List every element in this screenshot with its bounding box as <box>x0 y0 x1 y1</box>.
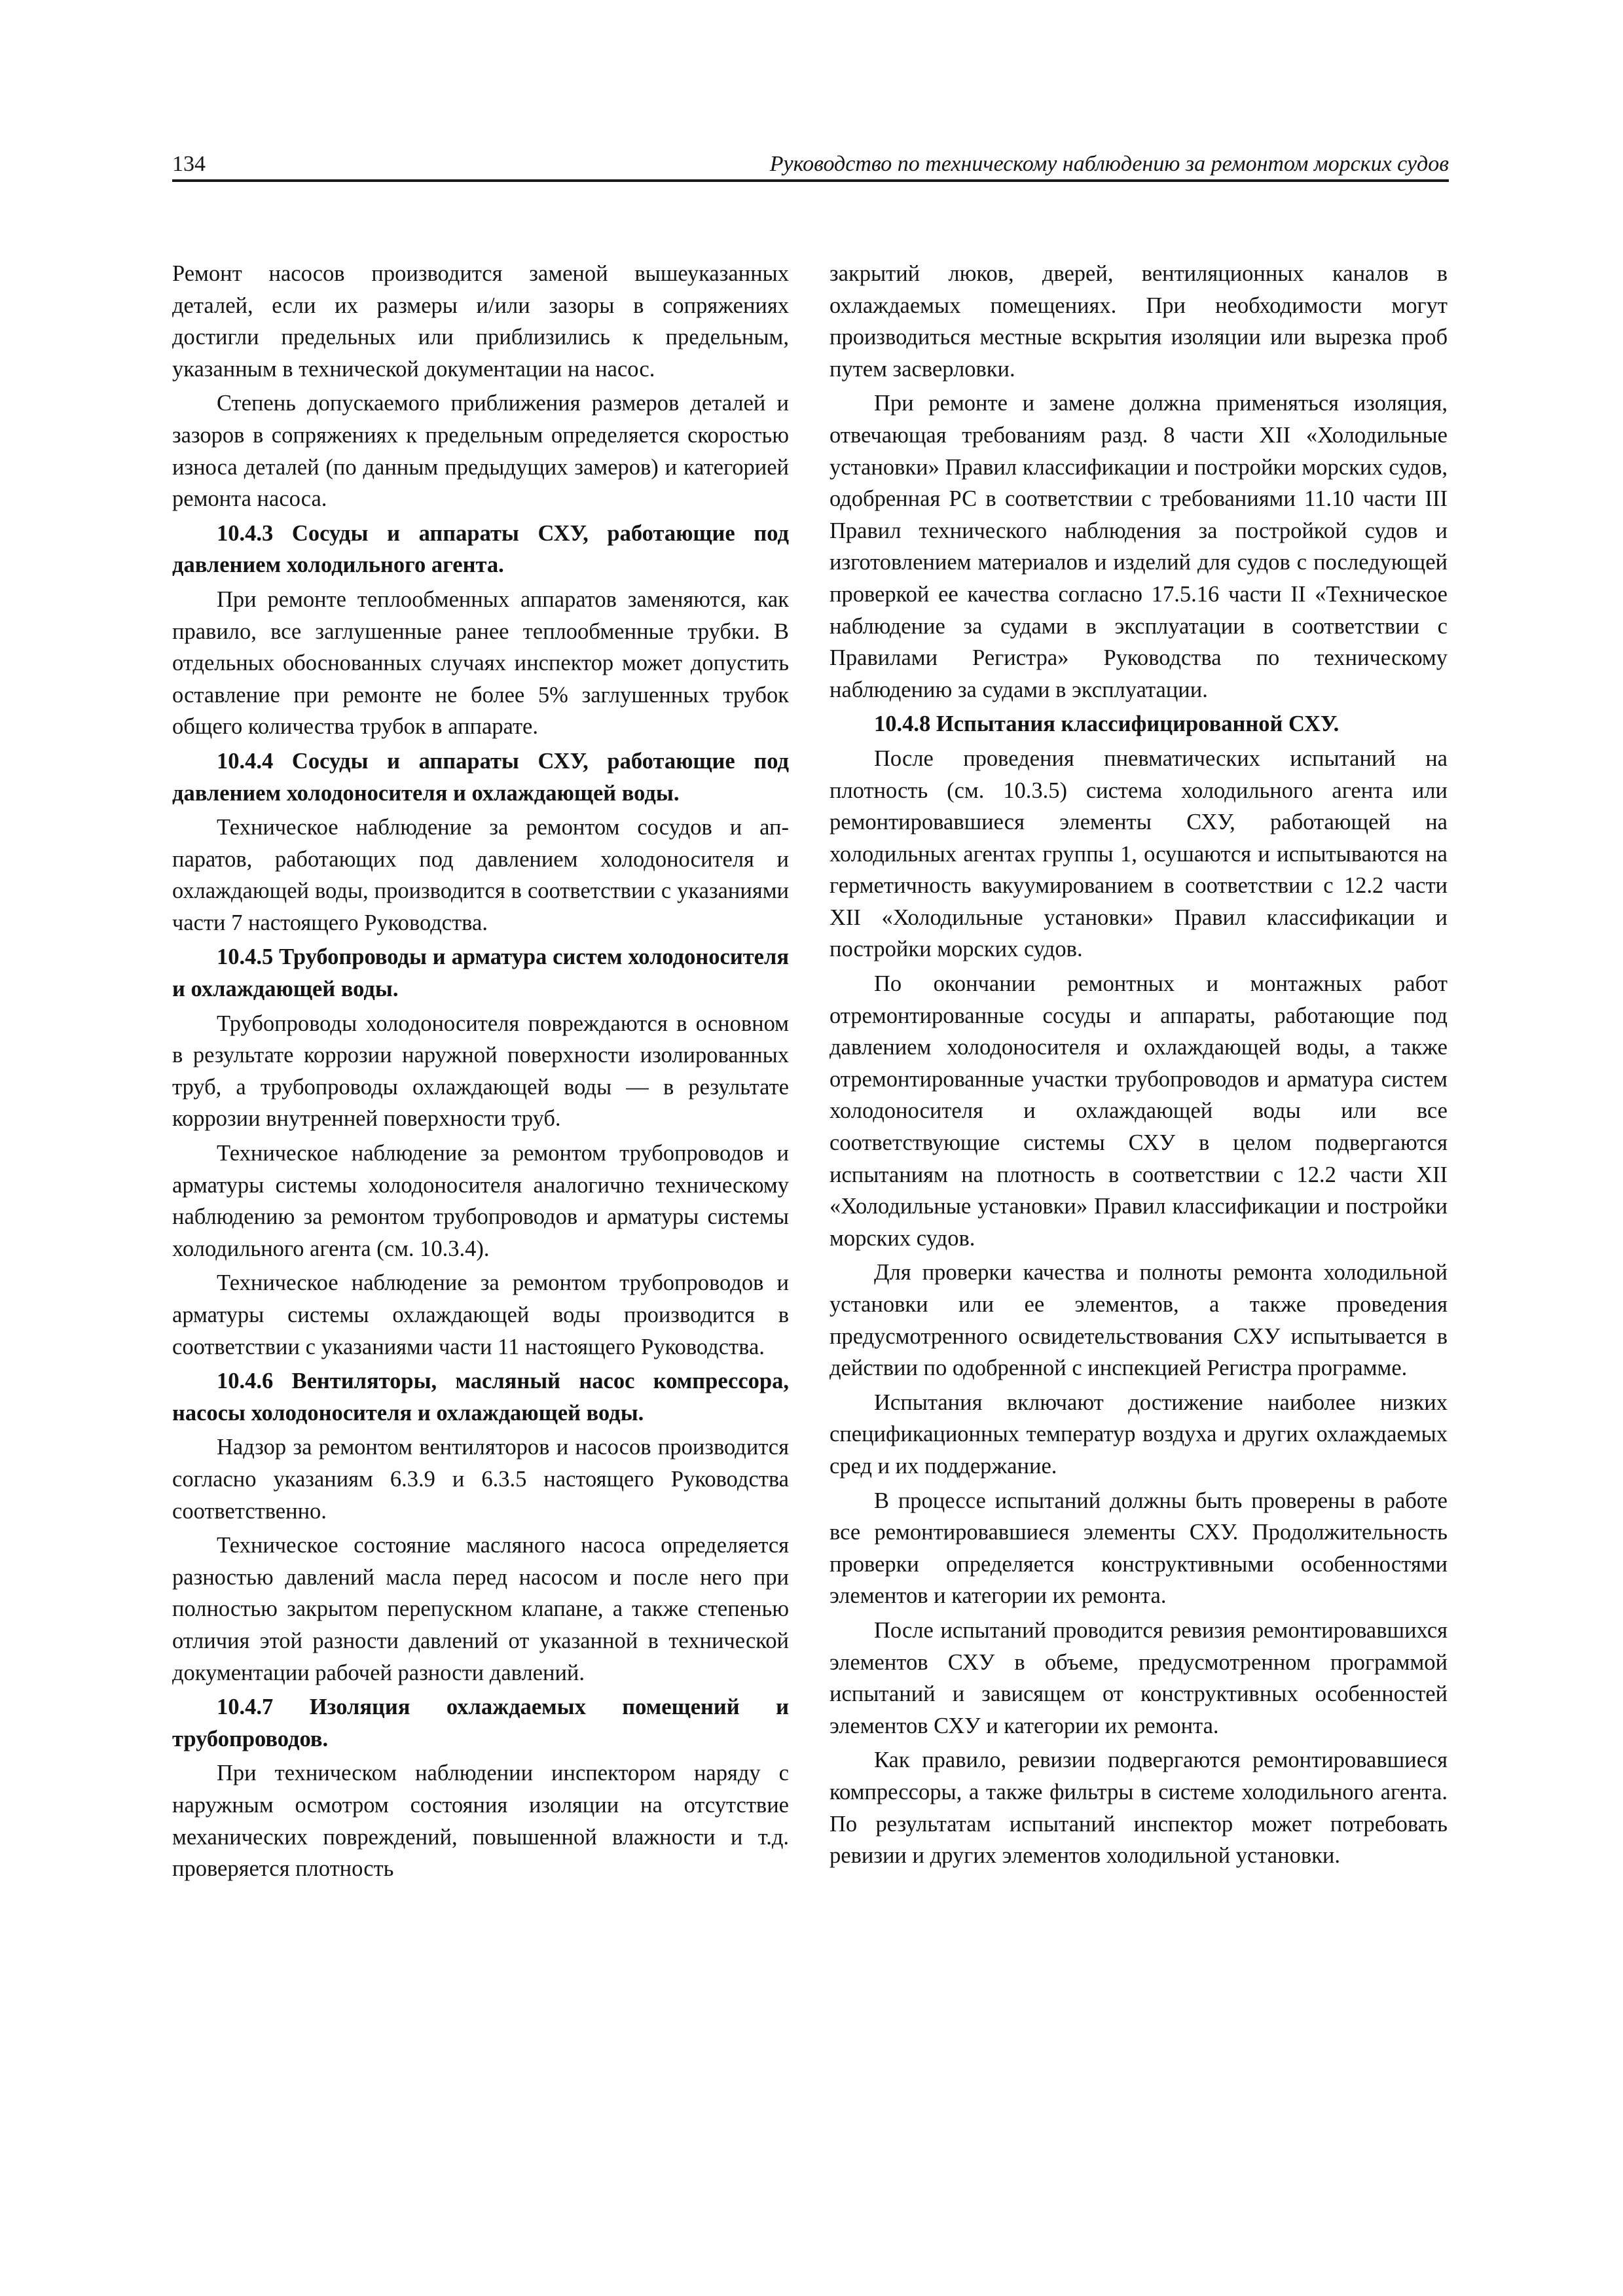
paragraph: После испытаний проводится ревизия ремонтировавшихся элементов СХУ в объеме, предусмотренном программой испытаний и зависящем от конструктивных особенностей элементов СХУ и категории их ремонта. <box>830 1617 1448 1738</box>
left-column <box>172 258 789 1888</box>
paragraph: закрытий люков, дверей, вентиляционных каналов в охлаждаемых помещениях. При необходимости могут производиться местные вскрытия изоляции или вырезка проб путем засверловки. <box>830 261 1448 382</box>
paragraph: В процессе испытаний должны быть проверены в работе все ремонтировавшиеся элементы СХУ. Продолжительность проверки определяется конструктивными особенностями элементов и категории их ремонта. <box>830 1488 1448 1609</box>
paragraph: Как правило, ревизии подвергаются ремонтировавшиеся компрессоры, а также фильтры в системе холодильного агента. По результатам испытаний инспектор может потребовать ревизии и других элементов холодильной установки. <box>830 1748 1448 1869</box>
section-heading: 10.4.5 Трубопроводы и арматура систем холодоносителя и охлаждающей воды. <box>172 944 789 1002</box>
page-header <box>172 143 1449 182</box>
paragraph: Испытания включают достижение наиболее низких спецификационных температур воздуха и других охлаждаемых сред и их поддержание. <box>830 1390 1448 1479</box>
section-heading: 10.4.8 Испытания классифицированной СХУ. <box>874 711 1340 737</box>
paragraph: Техническое наблюдение за ремонтом трубопроводов и арматуры системы холодоносителя аналогично техническому наблюдению за ремонтом трубопроводов и арматуры системы холодильного агента (см. 10.3.4). <box>172 1141 789 1261</box>
paragraph: При ремонте и замене должна применяться изоляция, отвечающая требованиям разд. 8 части XII «Холодильные установки» Правил классификации и постройки морских судов, одобренная РС в соответствии с требованиями 11.10 части III Правил технического наблюдения за постройкой судов и изготовлением материалов и изделий для судов с последующей проверкой ее качества согласно 17.5.16 части II «Техническое наблюдение за судами в эксплуатации в соответствии с Правилами Регистра» Руководства по техническому наблюдению за судами в эксплуатации. <box>830 391 1448 702</box>
paragraph: После проведения пневматических испытаний на плотность (см. 10.3.5) система холодильного агента или ремонтировавшиеся элементы СХУ, работающей на холодильных агентах группы 1, осушаются и испытываются на герметичность вакуумированием в соответствии с 12.2 части XII «Холодильные установки» Правил классификации и постройки морских судов. <box>830 745 1448 962</box>
section-heading: 10.4.4 Сосуды и аппараты СХУ, работающие под давлением холодоносителя и охлаждающей воды. <box>172 748 789 806</box>
paragraph: Надзор за ремонтом вентиляторов и насосов производится согласно указаниям 6.3.9 и 6.3.5 настоящего Руководства соответственно. <box>172 1435 789 1524</box>
section-heading: 10.4.7 Изоляция охлаждаемых помещений и трубопроводов. <box>172 1695 789 1751</box>
paragraph: Трубопроводы холодоносителя повреждаются в основном в результате коррозии наружной поверхности изолированных труб, а трубопроводы охлаждающей воды — в результате коррозии внутренней поверхности труб. <box>172 1011 789 1132</box>
section-heading: 10.4.3 Сосуды и аппараты СХУ, работающие под давлением холодильного агента. <box>172 520 789 578</box>
paragraph: Техническое наблюдение за ремонтом трубопроводов и арматуры системы охлаждающей воды производится в соответствии с указаниями части 11 настоящего Руководства. <box>172 1270 789 1359</box>
paragraph: Техническое состояние масляного насоса определяется разностью давлений масла перед насосом и после него при полностью закрытом перепускном клапане, а также степенью отличия этой разности давлений от указанной в технической документации рабочей разности давлений. <box>172 1533 789 1685</box>
paragraph: Степень допускаемого приближения размеров деталей и зазоров в сопряжениях к предельным определяется скоростью износа деталей (по данным предыдущих замеров) и категорией ремонта насоса. <box>172 391 789 512</box>
paragraph: Техническое наблюдение за ремонтом сосудов и аппаратов, работающих под давлением холодоносителя и охлаждающей воды, производится в соответствии с указаниями части 7 настоящего Руководства. <box>172 815 789 935</box>
running-title: Руководство по техническому наблюдению за ремонтом морских судов <box>769 152 1449 176</box>
paragraph: Ремонт насосов производится заменой вышеуказанных деталей, если их размеры и/или зазоры в сопряжениях достигли предельных или приблизились к предельным, указанным в технической документации на насос. <box>172 261 789 382</box>
page-number: 134 <box>172 152 206 176</box>
paragraph: По окончании ремонтных и монтажных работ отремонтированные сосуды и аппараты, работающие под давлением холодоносителя и охлаждающей воды, а также отремонтированные участки трубопроводов и арматура систем холодоносителя и охлаждающей воды или все соответствующие системы СХУ в целом подвергаются испытаниям на плотность в соответствии с 12.2 части XII «Холодильные установки» Правил классификации и постройки морских судов. <box>830 971 1448 1251</box>
section-heading: 10.4.6 Вентиляторы, масляный насос компрессора, насосы холодоносителя и охлаждающей воды. <box>172 1369 789 1426</box>
paragraph: При ремонте теплообменных аппаратов заменяются, как правило, все заглушенные ранее теплообменные трубки. В отдельных обоснованных случаях инспектор может допустить оставление при ремонте не более 5% заглушенных трубок общего количества трубок в аппарате. <box>172 586 789 740</box>
paragraph: Для проверки качества и полноты ремонта холодильной установки или ее элементов, а также проведения предусмотренного освидетельствования СХУ испытывается в действии по одобренной с инспекцией Регистра программе. <box>830 1260 1448 1381</box>
right-column <box>830 258 1448 1874</box>
paragraph: При техническом наблюдении инспектором наряду с наружным осмотром состояния изоляции на отсутствие механических повреждений, повышенной влажности и т.д. проверяется плотность <box>172 1761 789 1882</box>
